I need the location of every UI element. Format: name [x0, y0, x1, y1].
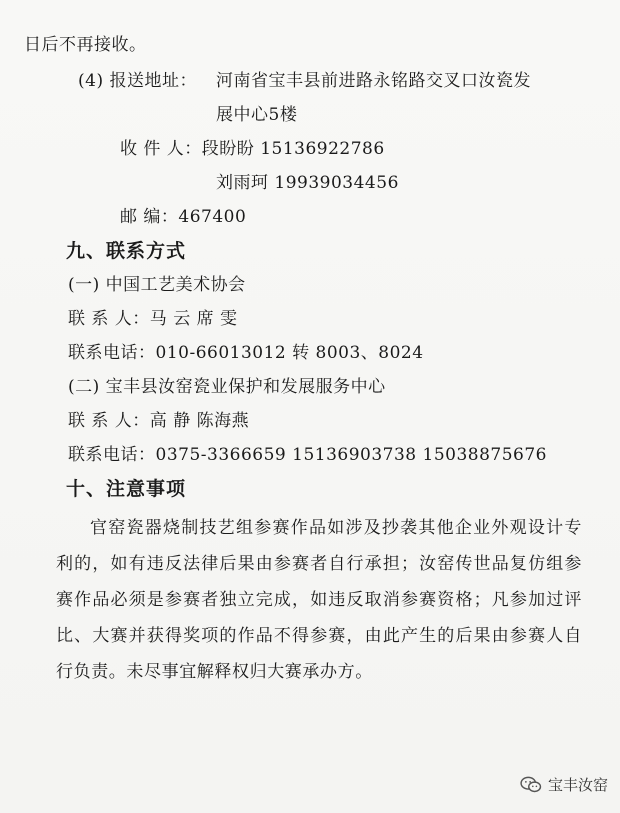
org-two: (二) 宝丰县汝窑瓷业保护和发展服务中心 [68, 377, 386, 397]
section-nine-title: 九、联系方式 [66, 240, 187, 262]
wechat-icon [520, 776, 542, 794]
org-two-contact: 联 系 人：高 静 陈海燕 [68, 411, 250, 431]
postcode-line: 邮 编：467400 [120, 207, 247, 227]
org-two-phone: 联系电话：0375-3366659 15136903738 15038875676 [68, 445, 547, 465]
text-line: 日后不再接收。 [24, 35, 147, 55]
org-one-phone: 联系电话：010-66013012 转 8003、8024 [68, 343, 424, 363]
address-value: 河南省宝丰县前进路永铭路交叉口汝瓷发 [216, 71, 531, 91]
recipient-line: 收 件 人：段盼盼 15136922786 [120, 139, 385, 159]
address-value-continued: 展中心5楼 [216, 105, 298, 125]
org-one-contact: 联 系 人：马 云 席 雯 [68, 309, 238, 329]
watermark-text: 宝丰汝窑 [547, 776, 608, 794]
org-one: (一) 中国工艺美术协会 [68, 275, 246, 295]
notice-paragraph: 官窑瓷器烧制技艺组参赛作品如涉及抄袭其他企业外观设计专利的，如有违反法律后果由参赛者自行承担；汝窑传世品复仿组参赛作品必须是参赛者独立完成，如违反取消参赛资格；凡参加过评比、大赛并获得奖项的作品不得参赛，由此产生的后果由参赛人自行负责。未尽事宜解释权归大赛承办方。 [56, 518, 582, 682]
account-watermark [520, 774, 608, 795]
section-ten-title: 十、注意事项 [66, 478, 187, 500]
recipient-line-2: 刘雨珂 19939034456 [216, 173, 399, 193]
address-label: (4) 报送地址： [78, 71, 197, 91]
